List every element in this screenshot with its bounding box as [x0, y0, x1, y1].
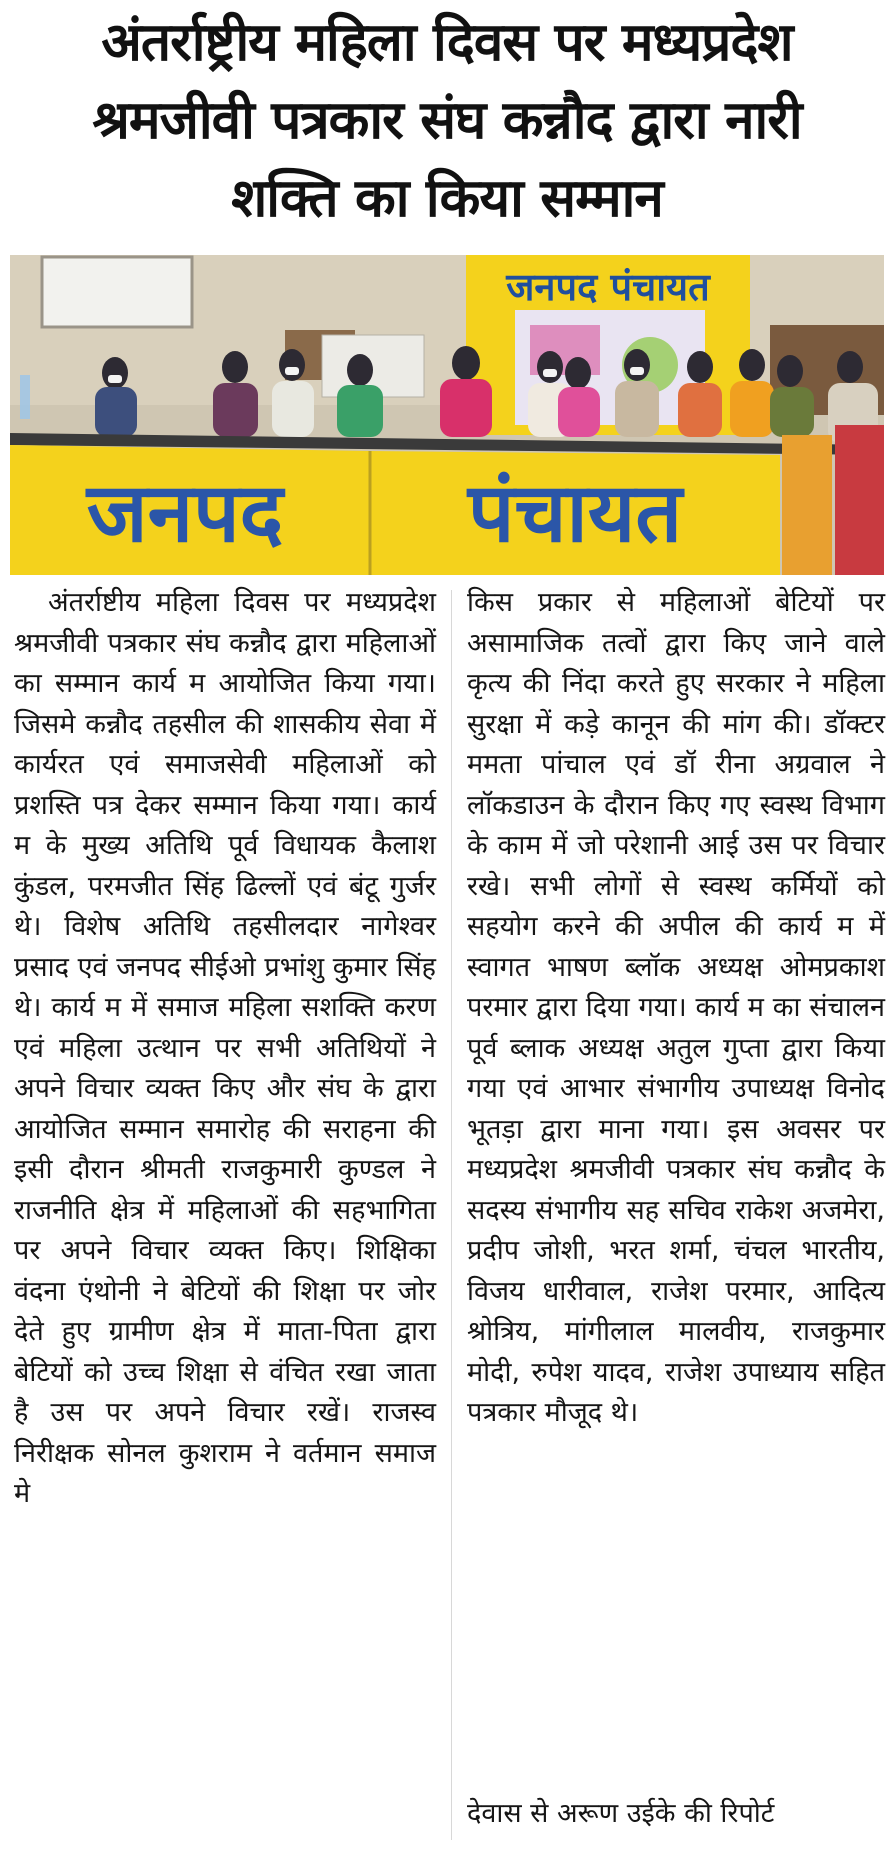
article-headline — [6, 4, 888, 254]
article-right-column-wrap — [467, 583, 885, 1434]
headline-line-2: श्रमजीवी पत्रकार संघ कन्नौद द्वारा नारी — [92, 90, 802, 151]
article-byline: देवास से अरूण उईके की रिपोर्ट — [467, 1798, 775, 1829]
table-banner-text-2: पंचायत — [467, 466, 683, 561]
banner-top-text: जनपद पंचायत — [506, 265, 710, 309]
headline-line-1: अंतर्राष्ट्रीय महिला दिवस पर मध्यप्रदेश — [101, 12, 793, 73]
column-divider — [451, 590, 452, 1840]
article-right-column: किस प्रकार से महिलाओं बेटियों पर असामाजिक तत्वों द्वारा किए जाने वाले कृत्य की निंदा करते हुए सरकार ने महिला सुरक्षा में कड़े कानून की मांग की। डॉक्टर ममता पांचाल एवं डॉ रीना अग्रवाल ने लॉकडाउन के दौरान किए गए स्वस्थ विभाग के काम में जो परेशानी आई उस पर विचार रखे। सभी लोगों से स्वस्थ कर्मियों को सहयोग करने की अपील की कार्य म में स्वागत भाषण ब्लॉक अध्यक्ष ओमप्रकाश परमार द्वारा दिया गया। कार्य म का संचालन पूर्व ब्लाक अध्यक्ष अतुल गुप्ता द्वारा किया गया एवं आभार संभागीय उपाध्यक्ष विनोद भूतड़ा द्वारा माना गया। इस अवसर पर मध्यप्रदेश श्रमजीवी पत्रकार संघ कन्नौद के सदस्य संभागीय सह सचिव राकेश अजमेरा, प्रदीप जोशी, भरत शर्मा, चंचल भारतीय, विजय धारीवाल, राजेश परमार, आदित्य श्रोत्रिय, मांगीलाल मालवीय, राजकुमार मोदी, रुपेश यादव, राजेश उपाध्याय सहित पत्रकार मौजूद थे। — [467, 587, 885, 1428]
article-left-column: अंतर्राष्टीय महिला दिवस पर मध्यप्रदेश श्रमजीवी पत्रकार संघ कन्नौद द्वारा महिलाओं का सम्मान कार्य म आयोजित किया गया। जिसमे कन्नौद तहसील की शासकीय सेवा में कार्यरत एवं समाजसेवी महिलाओं को प्रशस्ति पत्र देकर सम्मान किया गया। कार्य म के मुख्य अतिथि पूर्व विधायक कैलाश कुंडल, परमजीत सिंह ढिल्लों एवं बंटू गुर्जर थे। विशेष अतिथि तहसीलदार नागेश्वर प्रसाद एवं जनपद सीईओ प्रभांशु कुमार सिंह थे। कार्य म में समाज महिला सशक्ति करण एवं महिला उत्थान पर सभी अतिथियों ने अपने विचार व्यक्त किए और संघ के द्वारा आयोजित सम्मान समारोह की सराहना की इसी दौरान श्रीमती राजकुमारी कुण्डल ने राजनीति क्षेत्र में महिलाओं की सहभागिता पर अपने विचार व्यक्त किए। शिक्षिका वंदना एंथोनी ने बेटियों की शिक्षा पर जोर देते हुए ग्रामीण क्षेत्र में माता-पिता द्वारा बेटियों को उच्च शिक्षा से वंचित रखा जाता है उस पर अपने विचार रखें। राजस्व निरीक्षक सोनल कुशराम ने वर्तमान समाज मे — [14, 587, 436, 1509]
event-photo — [10, 255, 884, 575]
headline-line-3: शक्ति का किया सम्मान — [231, 168, 663, 229]
table-banner-text-1: जनपद — [86, 466, 284, 561]
